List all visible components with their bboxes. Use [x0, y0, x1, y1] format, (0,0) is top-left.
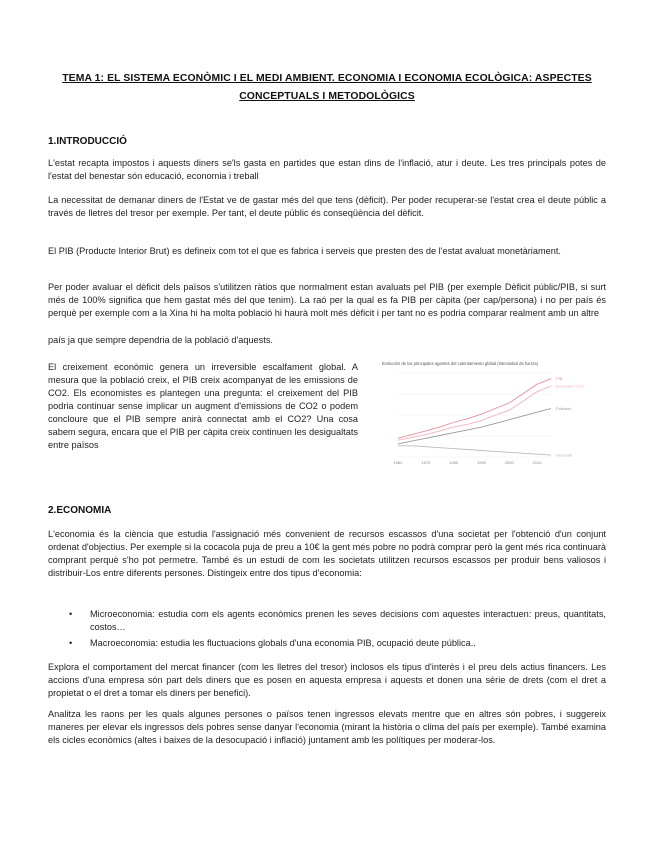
- economia-paragraph-1: L'economia és la ciència que estudia l'assignació més convenient de recursos escassos d'una societat per l'obtenció d'un conjunt ordenat d'objectius. Per exemple si la cocacola puja de preu a 10€ la gent més pobre no podrà comprar però la gent més rica continuarà comprant perquè s'ho pot permetre. També és un estudi de com les societats utilitzen recursos escassos per produir bens valiosos i distribuir-Los entre diferents persones. Distingeix entre dos tipus d'economia:: [48, 529, 606, 578]
- section-heading-economia: 2.ECONOMIA: [48, 505, 112, 516]
- intro-paragraph-1: L'estat recapta impostos i aquests diners se'ls gasta en partides que estan dins de l'inflació, atur i deute. Les tres principals potes de l'estat del benestar són educació, economia i treball: [48, 158, 606, 181]
- document-title: TEMA 1: EL SISTEMA ECONÒMIC I EL MEDI AMBIENT. ECONOMIA I ECONOMIA ECOLÒGICA: ASPECTES CONCEPTUALS I METODOLÒGICS: [62, 73, 592, 102]
- intro-paragraph-3: El PIB (Producte Interior Brut) es defineix com tot el que es fabrica i serveis que presten des de l'estat avaluat monetàriament.: [48, 246, 561, 256]
- chart-x-tick: 1990: [477, 460, 486, 465]
- section-heading-introduccio: 1.INTRODUCCIÓ: [48, 136, 127, 147]
- chart-x-tick: 1970: [421, 460, 431, 465]
- chart-x-tick: 1980: [449, 460, 459, 465]
- co2-growth-chart: [376, 357, 606, 475]
- economy-types-list: [48, 608, 606, 653]
- chart-legend-label: Intensitat: [556, 452, 573, 458]
- intro-paragraph-4-end: país ja que sempre dependria de la població d'aquests.: [48, 335, 273, 345]
- chart-title: Evolución de los principales agentes del calentamiento global (Intensidad de fuerza): [382, 361, 538, 366]
- chart-legend-label: Emissions CO2: [556, 383, 584, 389]
- chart-x-tick: 2000: [504, 460, 514, 465]
- bullet-symbol: •: [69, 638, 73, 648]
- chart-x-tick: 1960: [393, 460, 403, 465]
- chart-legend-label: Població: [556, 405, 572, 411]
- list-item-text: Macroeconomia: estudia les fluctuacions globals d'una economia PIB, ocupació deute pública..: [90, 638, 476, 648]
- bullet-symbol: •: [69, 609, 73, 619]
- chart-legend-label: PIB: [556, 376, 563, 382]
- intro-paragraph-5: El creixement econòmic genera un irreversible escalfament global. A mesura que la població creix, el PIB creix acompanyat de les emissions de CO2. Els economistes es plantegen una pregunta: el creixement del PIB podria continuar sense implicar un augment d'emissions de CO2 o podem concloure que el PIB sempre anirà connectat amb el CO2? Una cosa sabem segura, encara que el PIB per càpita creix continuen les desigualtats entre països: [48, 362, 358, 450]
- list-item: [48, 608, 606, 634]
- intro-paragraph-2: La necessitat de demanar diners de l'Estat ve de gastar més del que tens (dèficit). Per poder recuperar-se l'estat crea el deute públic a través de lletres del tresor per exemple. Per tant, el deute públic és conseqüència del dèficit.: [48, 195, 606, 218]
- chart-x-tick: 2010: [532, 460, 542, 465]
- economia-paragraph-3: Analitza les raons per les quals algunes persones o països tenen ingressos elevats mentre que en altres són pobres, i suggereix maneres per elevar els ingressos dels pobres sense danyar l'economia (mirant la història o clima del país per exemple). També examina els cicles econòmics (altes i baixes de la desocupació i inflació) juntament amb les polítiques per moderar-los.: [48, 709, 606, 745]
- economia-paragraph-2: Explora el comportament del mercat financer (com les lletres del tresor) inclosos els tipus d'interès i el preu dels actius financers. Les accions d'una empresa són part dels diners que es posen en aquesta empresa i aquests et donen una sèrie de drets (com el dret a propietat o el dret a tomar els diners per benefici).: [48, 662, 606, 698]
- list-item: [48, 637, 606, 650]
- intro-paragraph-4: Per poder avaluar el dèficit dels països s'utilitzen ràtios que normalment estan avaluats pel PIB (per exemple Dèficit públic/PIB, si surt més de 100% significa que hem gastat més del que tenim). La raó per la qual es fa PIB per càpita (per cap/persona) i no per país és perquè per exemple com a la Xina hi ha molta població hi haurà molt més dèficit i per tant no es podria comparar realment amb un altre: [48, 282, 606, 318]
- list-item-text: Microeconomia: estudia com els agents econòmics prenen les seves decisions com aquestes interactuen: preus, quantitats, costos…: [90, 609, 606, 632]
